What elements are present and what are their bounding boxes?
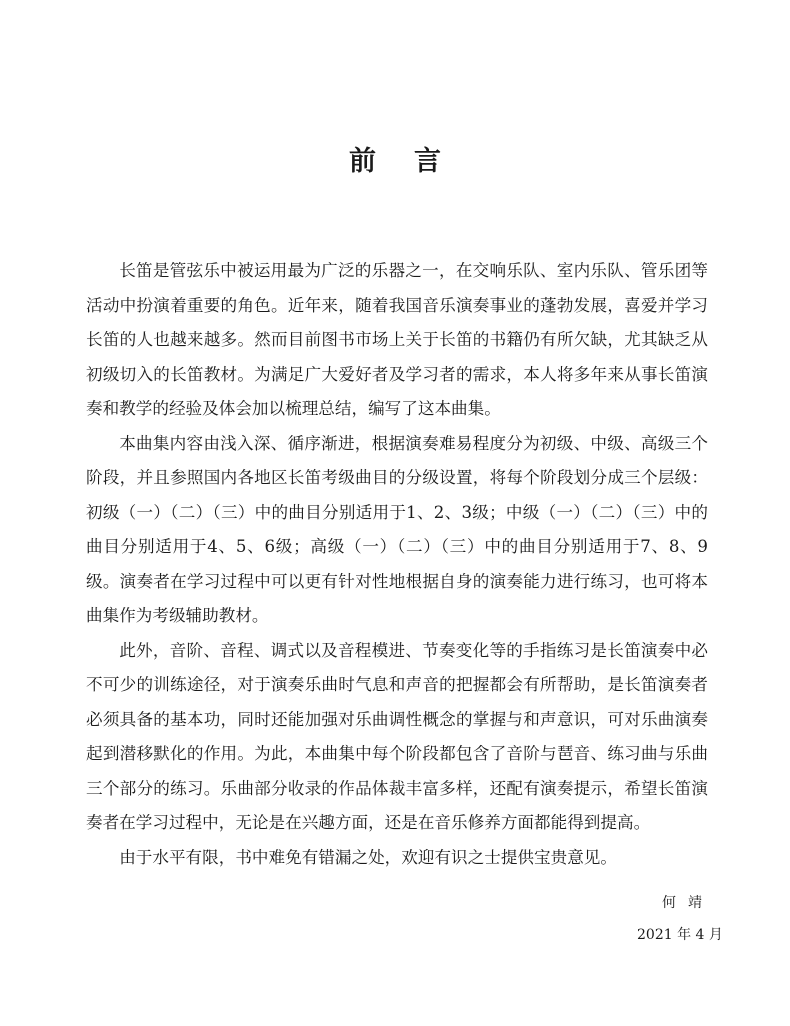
paragraph-3: 此外，音阶、音程、调式以及音程模进、节奏变化等的手指练习是长笛演奏中必不可少的训练途径，对于演奏乐曲时气息和声音的把握都会有所帮助，是长笛演奏者必须具备的基本功，同时还能加强对乐曲调性概念的掌握与和声意识，可对乐曲演奏起到潜移默化的作用。为此，本曲集中每个阶段都包含了音阶与琶音、练习曲与乐曲三个部分的练习。乐曲部分收录的作品体裁丰富多样，还配有演奏提示，希望长笛演奏者在学习过程中，无论是在兴趣方面，还是在音乐修养方面都能得到提高。 (86, 640, 708, 832)
paragraph-1: 长笛是管弦乐中被运用最为广泛的乐器之一，在交响乐队、室内乐队、管乐团等活动中扮演着重要的角色。近年来，随着我国音乐演奏事业的蓬勃发展，喜爱并学习长笛的人也越来越多。然而目前图书市场上关于长笛的书籍仍有所欠缺，尤其缺乏从初级切入的长笛教材。为满足广大爱好者及学习者的需求，本人将多年来从事长笛演奏和教学的经验及体会加以梳理总结，编写了这本曲集。 (86, 261, 708, 418)
paragraph-4: 由于水平有限，书中难免有错漏之处，欢迎有识之士提供宝贵意见。 (119, 847, 617, 867)
page-title: 前言 (349, 146, 479, 177)
signature-date: 2021 年 4 月 (637, 927, 723, 943)
author-signature: 何靖 (662, 895, 714, 911)
preface-body (86, 254, 708, 875)
paragraph-2: 本曲集内容由浅入深、循序渐进，根据演奏难易程度分为初级、中级、高级三个阶段，并且参照国内各地区长笛考级曲目的分级设置，将每个阶段划分成三个层级：初级（一）（二）（三）中的曲目分别适用于1、2、3级；中级（一）（二）（三）中的曲目分别适用于4、5、6级；高级（一）（二）（三）中的曲目分别适用于7、8、9级。演奏者在学习过程中可以更有针对性地根据自身的演奏能力进行练习，也可将本曲集作为考级辅助教材。 (86, 433, 708, 625)
